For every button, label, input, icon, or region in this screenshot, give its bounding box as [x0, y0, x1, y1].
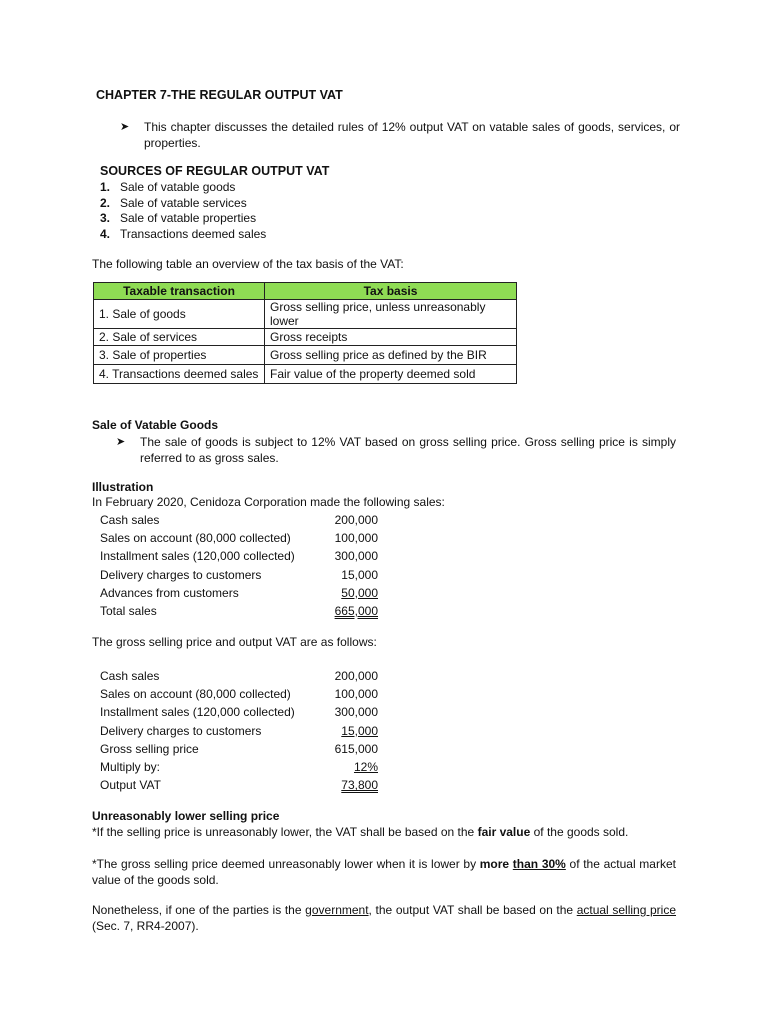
figure-label: Cash sales	[100, 513, 160, 527]
illustration-intro: In February 2020, Cenidoza Corporation made the following sales:	[92, 495, 445, 509]
para-text: (Sec. 7, RR4-2007).	[92, 919, 199, 933]
table-row	[94, 346, 517, 365]
figure-value: 200,000	[334, 513, 378, 527]
para-text: of the actual market value of the goods sold.	[92, 857, 676, 887]
table-cell: 1. Sale of goods	[94, 300, 265, 329]
figure-value: 100,000	[334, 687, 378, 702]
figure-label: Sales on account (80,000 collected)	[100, 687, 291, 702]
table-cell: Fair value of the property deemed sold	[265, 365, 517, 384]
table-header-row	[94, 283, 517, 300]
paragraph-30-percent	[92, 856, 676, 888]
list-item	[100, 566, 378, 584]
figure-label: Installment sales (120,000 collected)	[100, 705, 295, 720]
illustration-heading: Illustration	[92, 480, 154, 494]
para-text: , the output VAT shall be based on the	[368, 903, 577, 917]
sale-goods-bullet	[116, 434, 676, 466]
table-cell: Gross selling price, unless unreasonably lower	[265, 300, 517, 329]
list-number: 3.	[100, 211, 111, 226]
list-item	[100, 196, 266, 212]
list-text: Sale of vatable properties	[120, 211, 257, 226]
list-item	[100, 547, 378, 565]
figure-label: Output VAT	[100, 778, 161, 793]
table-intro: The following table an overview of the tax basis of the VAT:	[92, 257, 404, 271]
para-text: *The gross selling price deemed unreasonably lower when it is lower by	[92, 857, 480, 871]
figure-label: Gross selling price	[100, 741, 199, 756]
figure-value: 300,000	[334, 705, 378, 720]
para-bold-underline: than 30%	[512, 857, 566, 871]
figure-value: 12%	[353, 760, 378, 775]
figure-label: Multiply by:	[100, 760, 161, 775]
figure-label: Cash sales	[100, 669, 160, 683]
arrow-bullet-icon: ➤	[116, 436, 126, 448]
sale-goods-heading: Sale of Vatable Goods	[92, 418, 219, 432]
figure-label: Sales on account (80,000 collected)	[100, 531, 291, 546]
sources-list	[100, 180, 266, 243]
table-row	[94, 300, 517, 329]
table-cell: 3. Sale of properties	[94, 346, 265, 365]
paragraph-government	[92, 902, 676, 934]
list-number: 2.	[100, 195, 111, 210]
figure-value: 615,000	[334, 741, 378, 756]
list-item	[100, 211, 266, 227]
figure-label: Delivery charges to customers	[100, 723, 262, 738]
list-item	[100, 685, 378, 703]
header-taxable-transaction: Taxable transaction	[94, 283, 265, 300]
list-text: Transactions deemed sales	[120, 227, 267, 242]
figure-value: 73,800	[341, 778, 378, 793]
list-item	[100, 740, 378, 758]
list-text: Sale of vatable goods	[120, 180, 236, 194]
table-cell: 4. Transactions deemed sales	[94, 365, 265, 384]
table-cell: 2. Sale of services	[94, 329, 265, 346]
table-row	[94, 329, 517, 346]
list-item	[100, 529, 378, 547]
figure-value: 15,000	[341, 567, 378, 582]
gsp-figures	[100, 667, 378, 794]
figure-value: 100,000	[334, 531, 378, 546]
arrow-bullet-icon: ➤	[120, 121, 130, 133]
sale-goods-bullet-text: The sale of goods is subject to 12% VAT based on gross selling price. Gross selling price is simply referred to as gross sales.	[140, 435, 676, 465]
sources-heading: SOURCES OF REGULAR OUTPUT VAT	[100, 164, 330, 178]
figure-value: 200,000	[334, 669, 378, 683]
chapter-title: CHAPTER 7-THE REGULAR OUTPUT VAT	[96, 88, 343, 102]
list-item	[100, 722, 378, 740]
para-bold: fair value	[477, 825, 531, 839]
table-cell: Gross receipts	[265, 329, 517, 346]
figure-value: 50,000	[341, 585, 378, 600]
sales-figures	[100, 511, 378, 620]
para-underline: government	[305, 903, 369, 917]
list-item	[100, 180, 266, 196]
figure-value: 665,000	[334, 604, 378, 619]
tax-basis-table	[93, 282, 517, 384]
list-item	[100, 227, 266, 243]
figure-label: Total sales	[100, 604, 157, 619]
figure-label: Installment sales (120,000 collected)	[100, 549, 295, 564]
para-bold: more	[479, 857, 513, 871]
list-item	[100, 703, 378, 721]
unreasonable-heading: Unreasonably lower selling price	[92, 809, 280, 823]
list-item	[100, 758, 378, 776]
list-item	[100, 602, 378, 620]
figure-value: 300,000	[334, 549, 378, 564]
list-number: 4.	[100, 227, 111, 242]
intro-bullet-text: This chapter discusses the detailed rules of 12% output VAT on vatable sales of goods, services, or properties.	[144, 120, 680, 150]
list-item	[100, 667, 378, 685]
list-item	[100, 776, 378, 794]
header-tax-basis: Tax basis	[265, 283, 517, 300]
list-number: 1.	[100, 180, 111, 194]
para-text: of the goods sold.	[530, 825, 629, 839]
para-text: Nonetheless, if one of the parties is the	[92, 903, 306, 917]
table-cell: Gross selling price as defined by the BIR	[265, 346, 517, 365]
paragraph-fair-value	[92, 824, 676, 840]
list-item	[100, 584, 378, 602]
intro-bullet	[120, 119, 680, 151]
list-text: Sale of vatable services	[120, 195, 247, 210]
figure-value: 15,000	[341, 723, 378, 738]
list-item	[100, 511, 378, 529]
gsp-intro: The gross selling price and output VAT are as follows:	[92, 635, 377, 649]
para-underline: actual selling price	[576, 903, 677, 917]
figure-label: Advances from customers	[100, 585, 239, 600]
para-text: *If the selling price is unreasonably lower, the VAT shall be based on the	[92, 825, 478, 839]
table-row	[94, 365, 517, 384]
figure-label: Delivery charges to customers	[100, 567, 262, 582]
